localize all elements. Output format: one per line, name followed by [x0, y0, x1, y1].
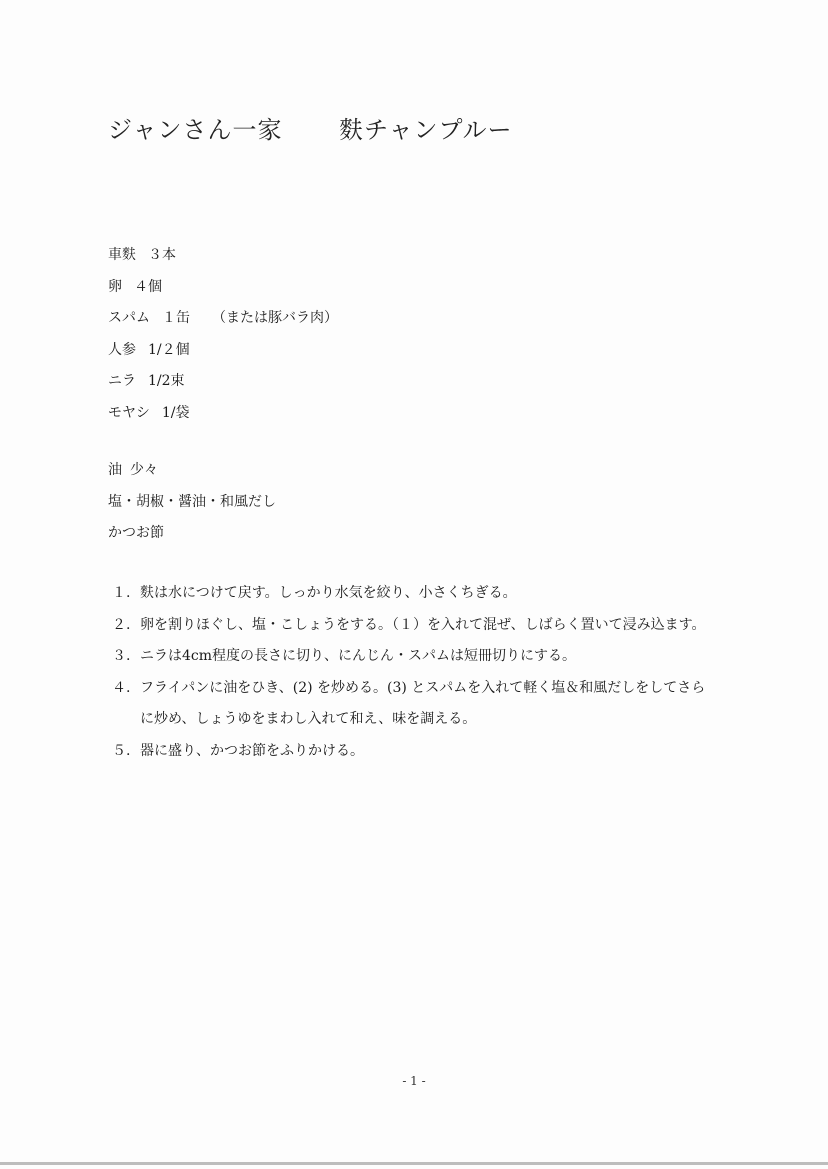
ingredient-amount: 1/袋 [161, 404, 190, 421]
ingredient-amount: 1/２個 [148, 341, 190, 358]
ingredient-amount: １缶 [162, 310, 190, 326]
ingredient-name: 車麩 [108, 247, 136, 263]
step-number: ４. [112, 679, 131, 696]
page-number: - 1 - [402, 1074, 426, 1088]
step-number: ３. [112, 648, 131, 664]
ingredient-item [108, 398, 338, 430]
ingredient-item [108, 272, 338, 304]
step-text: ニラは4cm程度の長さに切り、にんじん・スパムは短冊切りにする。 [140, 648, 577, 664]
ingredient-amount: ３本 [148, 247, 176, 263]
ingredient-list [108, 240, 338, 429]
ingredient-item [108, 303, 338, 335]
ingredient-item [108, 366, 338, 398]
family-name: ジャンさん一家 [108, 116, 283, 144]
seasoning-name: 油 [108, 462, 122, 478]
seasoning-item [108, 455, 284, 487]
step-text: 麩は水につけて戻す。しっかり水気を絞り、小さくちぎる。 [140, 585, 517, 601]
step-number: ５. [112, 742, 131, 759]
ingredient-amount: ４個 [134, 278, 162, 295]
seasoning-item [108, 487, 284, 519]
instruction-step [112, 578, 712, 610]
ingredient-name: スパム [108, 310, 150, 326]
instruction-step [112, 610, 712, 642]
step-text: 器に盛り、かつお節をふりかける。 [140, 742, 364, 759]
instruction-step [112, 736, 712, 768]
step-text: 卵を割りほぐし、塩・こしょうをする。（１）を入れて混ぜ、しばらく置いて浸み込ます。 [140, 616, 706, 633]
step-number: １. [112, 585, 131, 601]
seasoning-amount: 少々 [130, 462, 158, 478]
dish-name: 麩チャンプルー [339, 116, 513, 144]
seasoning-item [108, 518, 284, 550]
instruction-list [112, 578, 712, 767]
ingredient-item [108, 335, 338, 367]
ingredient-name: 人参 [108, 341, 136, 358]
ingredient-name: モヤシ [108, 404, 150, 421]
ingredient-name: ニラ [108, 373, 136, 389]
ingredient-item [108, 240, 338, 272]
step-number: ２. [112, 616, 131, 633]
recipe-title [108, 110, 513, 145]
seasoning-list [108, 455, 284, 550]
scan-edge-divider [0, 1162, 828, 1165]
seasoning-name: かつお節 [108, 525, 164, 541]
ingredient-amount: 1/2束 [148, 373, 185, 389]
instruction-step [112, 641, 712, 673]
seasoning-name: 塩・胡椒・醤油・和風だし [108, 493, 276, 510]
ingredient-name: 卵 [108, 278, 122, 295]
step-text: フライパンに油をひき、(2) を炒める。(3) とスパムを入れて軽く塩＆和風だしをしてさらに炒め、しょうゆをまわし入れて和え、味を調える。 [140, 679, 706, 727]
ingredient-note: （または豚バラ肉） [212, 310, 338, 326]
instruction-step [112, 673, 712, 736]
